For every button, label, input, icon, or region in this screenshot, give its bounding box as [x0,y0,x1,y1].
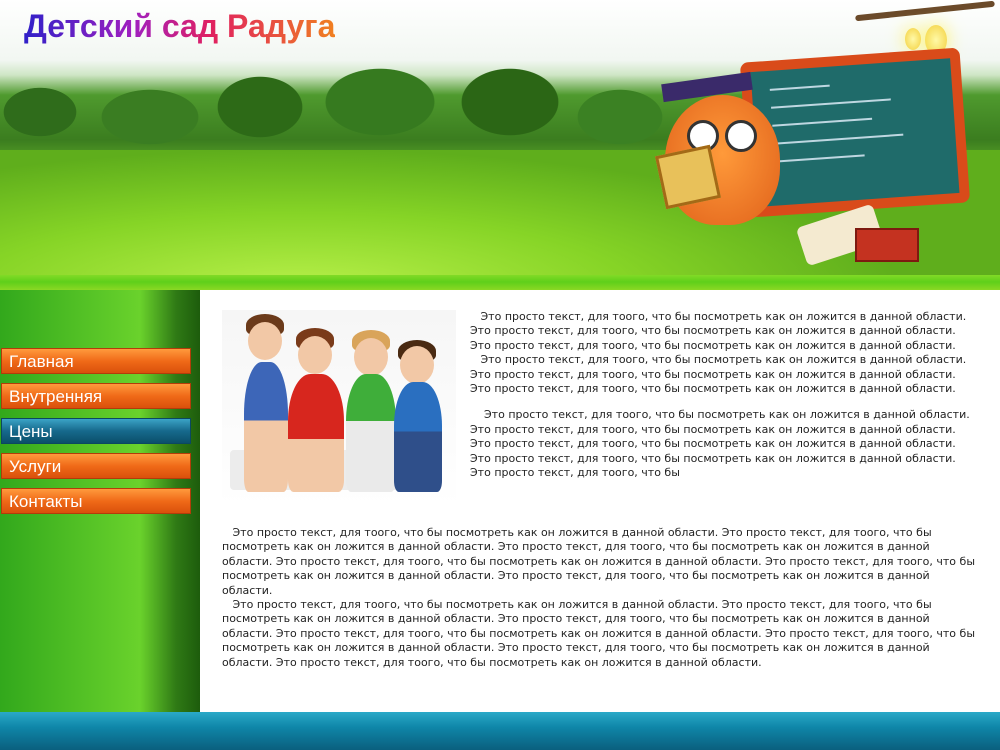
child-figure [298,336,332,374]
main-content [200,290,1000,712]
footer-bar [0,712,1000,750]
children-photo [222,310,456,506]
child-figure [394,382,442,492]
paragraph: Это просто текст, для тоого, что бы посмотреть как он ложится в данной области. Это просто текст, для тоого, что бы посмотреть как он ложится в данной области. Это просто текст, для тоого, что бы посмотреть как он ложится в данной области. Это просто текст, для тоого, что бы посмотреть как он ложится в данной области. Это просто текст, для тоого, что бы посмотреть как он ложится в данной области. Это просто текст, для тоого, что бы посмотреть как он ложится в данной области. [222,526,976,597]
body-text-block [222,526,978,670]
nav-item-inner[interactable]: Внутренняя [1,383,191,409]
paragraph: Это просто текст, для тоого, что бы посмотреть как он ложится в данной области. Это просто текст, для тоого, что бы посмотреть как он ложится в данной области. Это просто текст, для тоого, что бы посмотреть как он ложится в данной области. [470,310,967,352]
header-banner [0,0,1000,290]
chalk-scribble [770,85,830,91]
book-icon [855,228,919,262]
sidebar [0,290,200,712]
nav-item-contacts[interactable]: Контакты [1,488,191,514]
child-figure [288,374,344,492]
chalk-scribble [775,154,865,162]
owl-eye [725,120,757,152]
branch-decoration [855,1,995,22]
child-figure [354,338,388,376]
child-figure [400,346,434,384]
nav-item-prices[interactable]: Цены [1,418,191,444]
book-icon [655,145,721,209]
paragraph: Это просто текст, для тоого, что бы посмотреть как он ложится в данной области. Это просто текст, для тоого, что бы посмотреть как он ложится в данной области. Это просто текст, для тоого, что бы посмотреть как он ложится в данной области. [470,353,967,396]
child-figure [248,322,282,360]
owl-teacher-illustration [650,0,1000,272]
paragraph: Это просто текст, для тоого, что бы посмотреть как он ложится в данной области. Это просто текст, для тоого, что бы посмотреть как он ложится в данной области. Это просто текст, для тоого, что бы посмотреть как он ложится в данной области. Это просто текст, для тоого, что бы посмотреть как он ложится в данной области. Это просто текст, для тоого, что бы посмотреть как он ложится в данной области. Это просто текст, для тоого, что бы посмотреть как он ложится в данной области. Это просто текст, для тоого, что бы посмотреть как он ложится в данной области. [222,598,976,669]
chalk-scribble [772,118,872,127]
child-figure [346,374,396,492]
intro-text-block [470,310,978,480]
nav-item-services[interactable]: Услуги [1,453,191,479]
child-figure [244,362,288,492]
chalk-scribble [771,98,891,108]
nav-item-home[interactable]: Главная [1,348,191,374]
site-title[interactable]: Детский сад Радуга [24,8,336,44]
lightbulb-icon [905,28,921,50]
chalk-scribble [774,134,904,145]
paragraph: Это просто текст, для тоого, что бы посмотреть как он ложится в данной области. Это просто текст, для тоого, что бы посмотреть как он ложится в данной области. Это просто текст, для тоого, что бы посмотреть как он ложится в данной области. Это просто текст, для тоого, что бы посмотреть как он ложится в данной области. Это просто текст, для тоого, что бы [470,408,970,480]
